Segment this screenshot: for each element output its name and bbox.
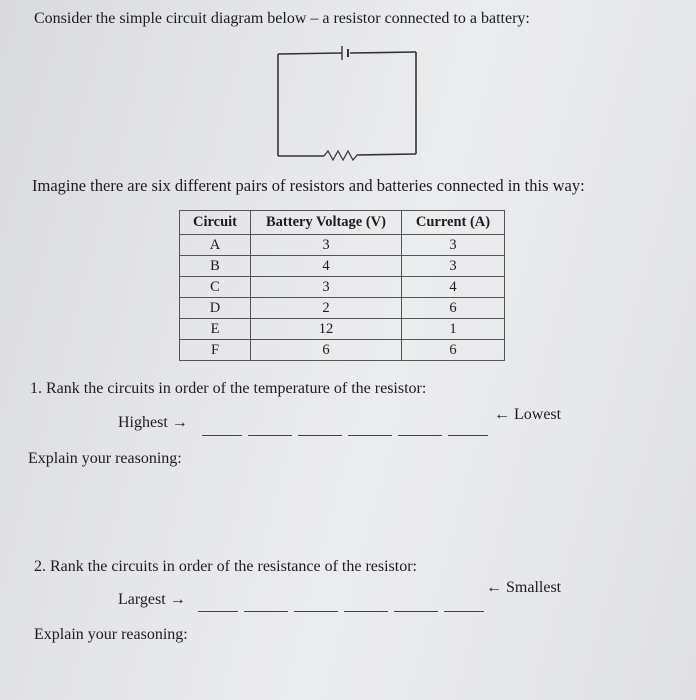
cell-circuit: C	[180, 277, 251, 298]
cell-voltage: 6	[251, 340, 402, 361]
circuit-wire-top-left	[278, 53, 342, 54]
cell-current: 6	[402, 298, 505, 319]
answer-blank[interactable]	[294, 610, 338, 612]
question-2-answer-blanks[interactable]	[198, 594, 490, 608]
table-row	[180, 277, 505, 298]
cell-voltage: 3	[251, 235, 402, 256]
cell-circuit: F	[180, 340, 251, 361]
cell-current: 1	[402, 319, 505, 340]
cell-voltage: 3	[251, 277, 402, 298]
answer-blank[interactable]	[344, 610, 388, 612]
circuit-wire-top-right	[350, 52, 416, 53]
question-1-highest-label: Highest →	[118, 414, 188, 431]
question-2-prompt: 2. Rank the circuits in order of the resistance of the resistor:	[34, 558, 417, 575]
circuit-diagram	[270, 42, 430, 164]
question-2-largest-label: Largest →	[118, 591, 186, 608]
answer-blank[interactable]	[348, 434, 392, 436]
answer-blank[interactable]	[298, 434, 342, 436]
cell-current: 6	[402, 340, 505, 361]
table-row	[180, 256, 505, 277]
cell-voltage: 12	[251, 319, 402, 340]
answer-blank[interactable]	[398, 434, 442, 436]
answer-blank[interactable]	[248, 434, 292, 436]
table-row	[180, 298, 505, 319]
imagine-text: Imagine there are six different pairs of resistors and batteries connected in this way:	[32, 176, 585, 195]
answer-blank[interactable]	[244, 610, 288, 612]
circuit-wire-bottom-right	[357, 154, 416, 155]
header-voltage: Battery Voltage (V)	[251, 211, 402, 235]
question-1-prompt: 1. Rank the circuits in order of the temperature of the resistor:	[30, 380, 427, 397]
table-header-row	[180, 211, 505, 235]
cell-current: 3	[402, 235, 505, 256]
cell-voltage: 2	[251, 298, 402, 319]
cell-circuit: D	[180, 298, 251, 319]
answer-blank[interactable]	[448, 434, 488, 436]
answer-blank[interactable]	[394, 610, 438, 612]
cell-voltage: 4	[251, 256, 402, 277]
cell-circuit: E	[180, 319, 251, 340]
cell-current: 4	[402, 277, 505, 298]
cell-circuit: A	[180, 235, 251, 256]
circuits-table	[179, 210, 505, 361]
question-1-lowest-label: ← Lowest	[494, 406, 562, 423]
table-row	[180, 235, 505, 256]
question-2-smallest-label: ← Smallest	[486, 579, 562, 596]
table-row	[180, 319, 505, 340]
question-2-explain-label: Explain your reasoning:	[34, 626, 188, 643]
question-1-answer-blanks[interactable]	[202, 418, 494, 432]
answer-blank[interactable]	[198, 610, 238, 612]
answer-blank[interactable]	[202, 434, 242, 436]
cell-current: 3	[402, 256, 505, 277]
header-current: Current (A)	[402, 211, 505, 235]
header-circuit: Circuit	[180, 211, 251, 235]
resistor-zigzag	[324, 151, 357, 160]
cell-circuit: B	[180, 256, 251, 277]
question-1-explain-label: Explain your reasoning:	[28, 450, 182, 467]
answer-blank[interactable]	[444, 610, 484, 612]
intro-text: Consider the simple circuit diagram below – a resistor connected to a battery:	[34, 10, 530, 27]
table-row	[180, 340, 505, 361]
